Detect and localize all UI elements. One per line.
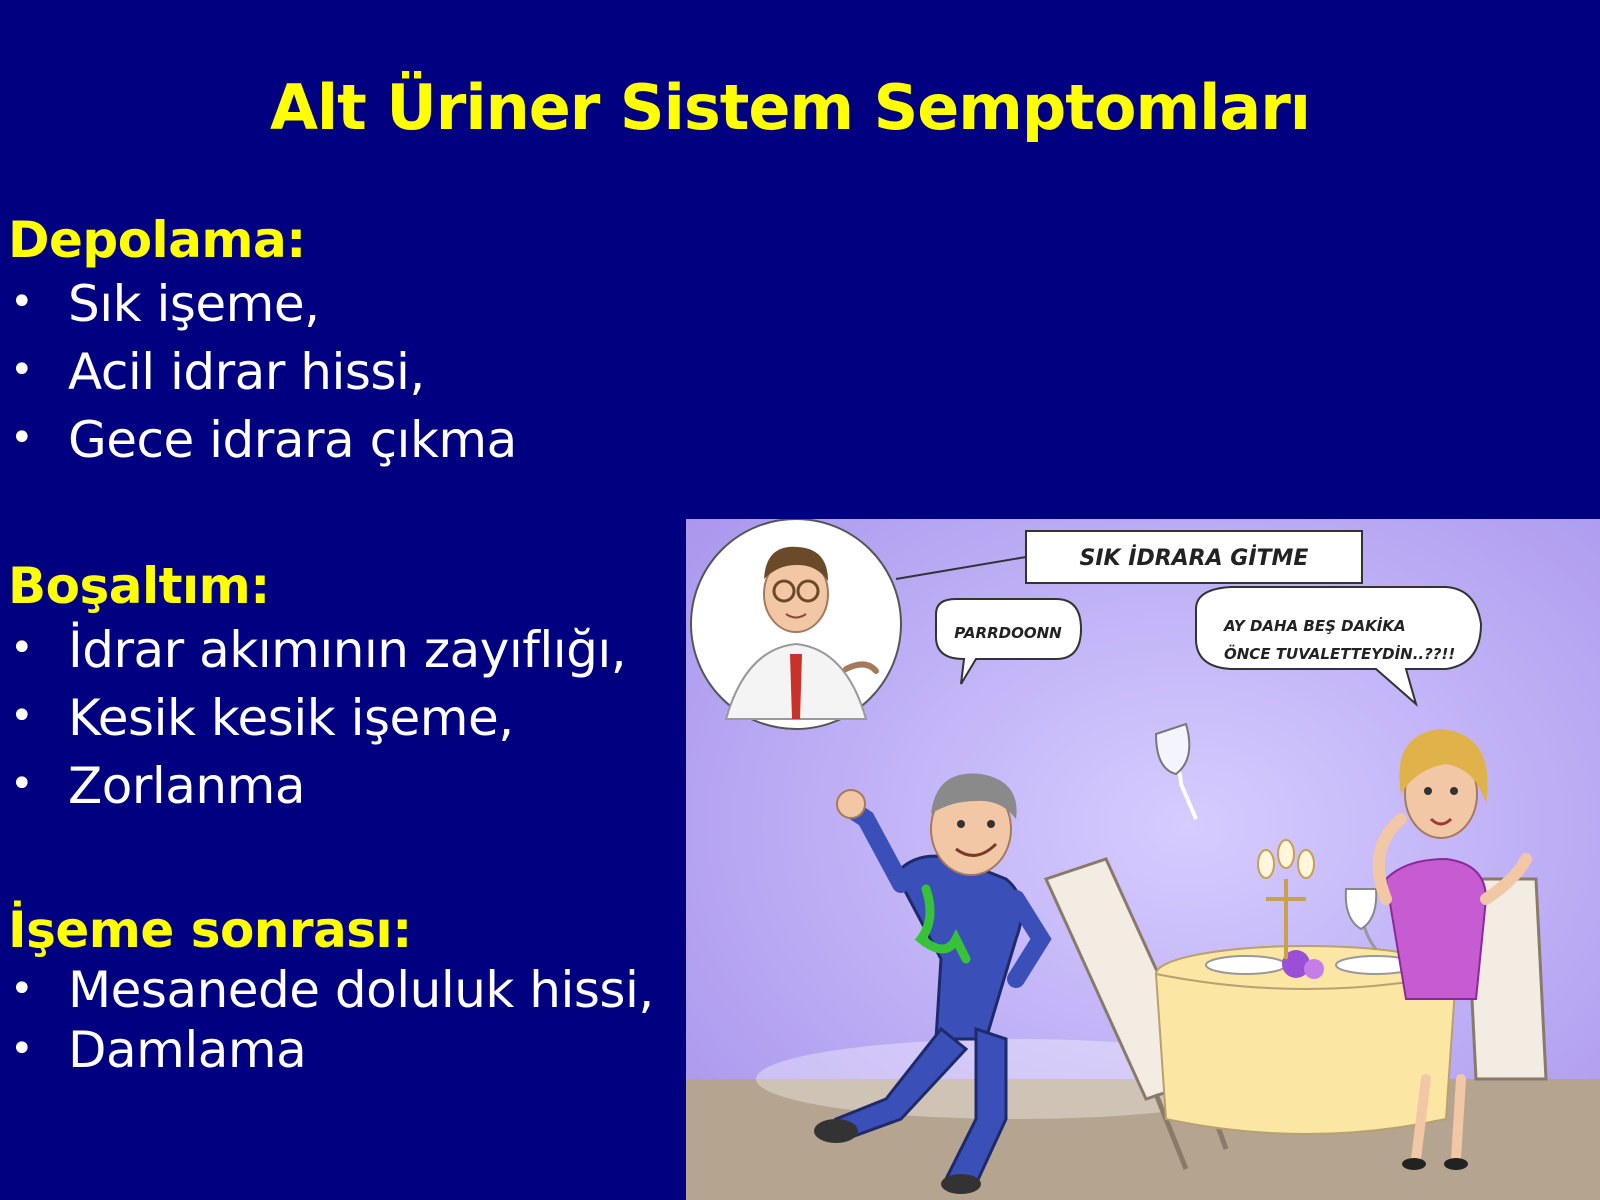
bullet-list-depolama — [8, 270, 688, 474]
bullet-item — [8, 338, 688, 406]
section-heading-iseme-sonrasi: İşeme sonrası: — [8, 901, 412, 959]
bullet-icon: • — [10, 966, 34, 1012]
bullet-list-bosaltim — [8, 616, 688, 820]
bullet-item — [8, 616, 688, 684]
bullet-text: Mesanede doluluk hissi, — [68, 961, 654, 1019]
cartoon-svg — [686, 519, 1600, 1200]
bullet-item — [8, 270, 688, 338]
bullet-icon: • — [10, 761, 34, 807]
section-heading-bosaltim: Boşaltım: — [8, 557, 270, 615]
doctor-portrait — [691, 519, 901, 729]
bullet-text: Kesik kesik işeme, — [68, 689, 514, 747]
section-bosaltim — [8, 556, 688, 820]
caption-text: SIK İDRARA GİTME — [1079, 546, 1309, 571]
bullet-text: Acil idrar hissi, — [68, 343, 425, 401]
man-speech-text: PARRDOONN — [954, 624, 1062, 642]
bullet-item — [8, 406, 688, 474]
section-heading-depolama: Depolama: — [8, 211, 306, 269]
bullet-icon: • — [10, 1026, 34, 1072]
section-depolama — [8, 210, 688, 474]
bullet-item — [8, 752, 688, 820]
bullet-list-iseme-sonrasi — [8, 960, 688, 1080]
bullet-icon: • — [10, 279, 34, 325]
bullet-text: İdrar akımının zayıflığı, — [68, 621, 627, 679]
woman-speech-line2: ÖNCE TUVALETTEYDİN..??!! — [1224, 645, 1456, 663]
bullet-item — [8, 684, 688, 752]
bullet-text: Sık işeme, — [68, 275, 320, 333]
bullet-item — [8, 960, 688, 1020]
bullet-icon: • — [10, 415, 34, 461]
cartoon-illustration — [686, 519, 1600, 1200]
bullet-text: Damlama — [68, 1021, 307, 1079]
woman-speech-line1: AY DAHA BEŞ DAKİKA — [1224, 617, 1406, 635]
bullet-item — [8, 1020, 688, 1080]
bullet-text: Gece idrara çıkma — [68, 411, 517, 469]
section-iseme-sonrasi — [8, 900, 688, 1080]
bullet-icon: • — [10, 347, 34, 393]
slide-title: Alt Üriner Sistem Semptomları — [269, 71, 1311, 144]
bullet-icon: • — [10, 625, 34, 671]
bullet-icon: • — [10, 693, 34, 739]
bullet-text: Zorlanma — [68, 757, 305, 815]
